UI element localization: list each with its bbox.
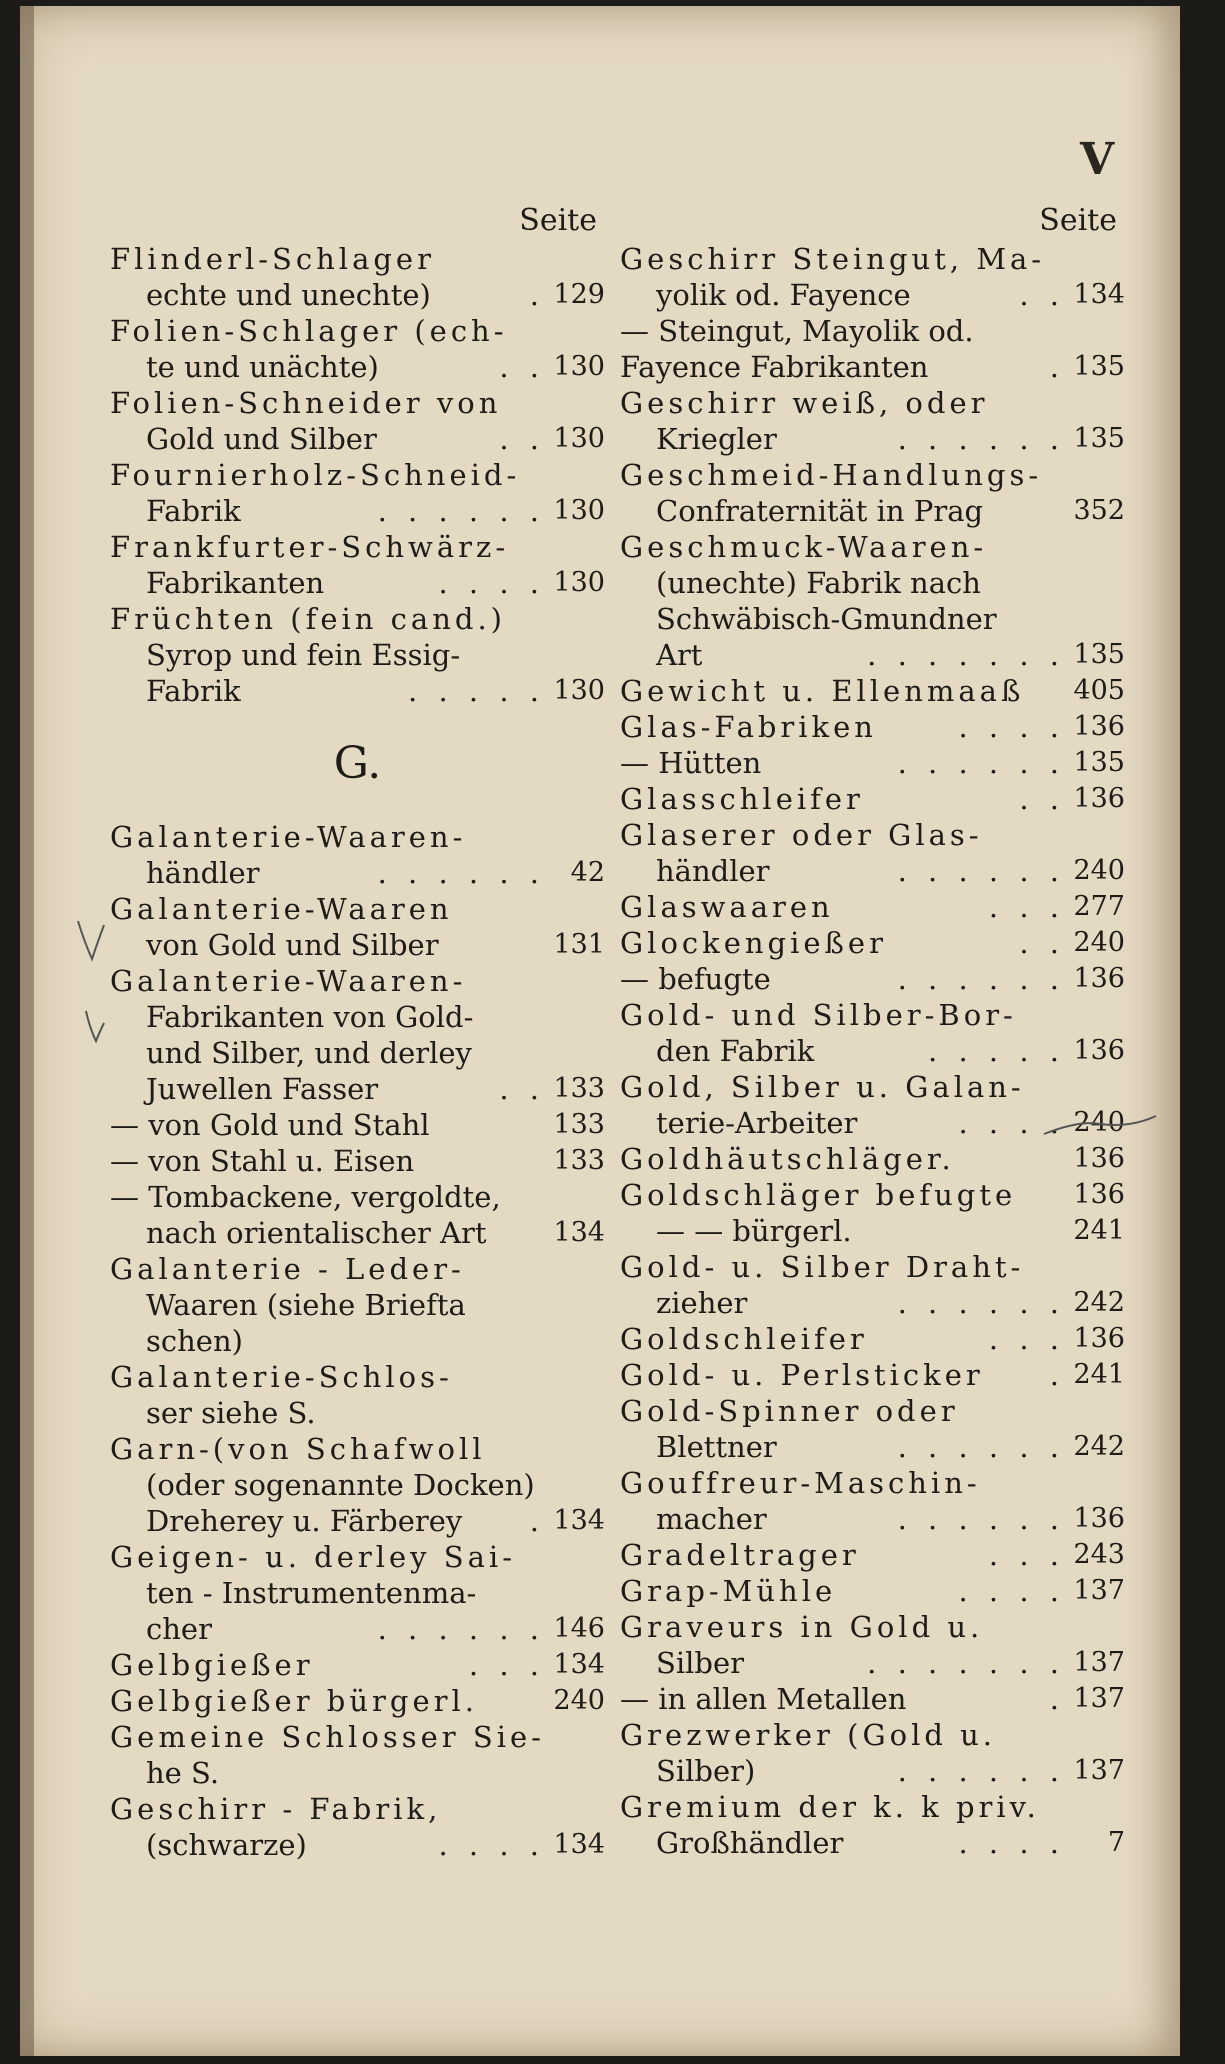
page-number: 134 bbox=[553, 1829, 605, 1860]
leader-dots: . . . . . . bbox=[897, 962, 1065, 996]
index-column-left bbox=[110, 201, 605, 1863]
page-number: 130 bbox=[553, 423, 605, 454]
index-entry-line bbox=[620, 817, 1125, 853]
page-number: 134 bbox=[553, 1505, 605, 1536]
page-number: 137 bbox=[1073, 1683, 1125, 1714]
entry-text: Geschirr - Fabrik, bbox=[110, 1792, 442, 1826]
page-gutter bbox=[20, 6, 34, 2056]
leader-dots: . . . . . . bbox=[897, 854, 1065, 888]
index-entry-line bbox=[620, 601, 1125, 637]
entry-text: Gold- und Silber-Bor- bbox=[620, 998, 1017, 1032]
entry-text: Geschmeid-Handlungs- bbox=[620, 458, 1043, 492]
index-entry-line bbox=[110, 1287, 605, 1323]
entry-text: Goldschleifer bbox=[620, 1322, 868, 1356]
entry-text: von Gold und Silber bbox=[146, 928, 439, 962]
index-entry-line bbox=[620, 493, 1125, 529]
entry-text: te und unächte) bbox=[146, 350, 379, 384]
index-entry-line bbox=[110, 1431, 605, 1467]
leader-dots: . . . . . . bbox=[377, 856, 545, 890]
index-entry-line bbox=[620, 1537, 1125, 1573]
index-entry-line bbox=[620, 1753, 1125, 1789]
leader-dots: . . bbox=[499, 422, 545, 456]
leader-dots: . bbox=[1049, 1682, 1065, 1716]
entry-text: Gemeine Schlosser Sie- bbox=[110, 1720, 545, 1754]
leader-dots: . . . . . . . bbox=[867, 1646, 1065, 1680]
page-number: 135 bbox=[1073, 639, 1125, 670]
leader-dots: . . . . bbox=[958, 1106, 1065, 1140]
entry-text: Galanterie-Waaren- bbox=[110, 820, 467, 854]
entry-text: zieher bbox=[656, 1286, 748, 1320]
entry-text: händler bbox=[146, 856, 260, 890]
page-folio: V bbox=[1080, 134, 1115, 185]
entry-text: Galanterie-Waaren bbox=[110, 892, 453, 926]
index-entry-line bbox=[110, 1791, 605, 1827]
entry-text: Glas-Fabriken bbox=[620, 710, 877, 744]
entry-text: Folien-Schneider von bbox=[110, 386, 502, 420]
index-entry-line bbox=[620, 1501, 1125, 1537]
page-number: 136 bbox=[1073, 711, 1125, 742]
entry-text: Graveurs in Gold u. bbox=[620, 1610, 984, 1644]
page-number: 131 bbox=[553, 929, 605, 960]
page-number: 130 bbox=[553, 675, 605, 706]
page-number: 130 bbox=[553, 351, 605, 382]
leader-dots: . . bbox=[1019, 782, 1065, 816]
index-entry-line bbox=[110, 1143, 605, 1179]
entry-text: Glasschleifer bbox=[620, 782, 864, 816]
entry-text: Silber) bbox=[656, 1754, 756, 1788]
index-entry-line bbox=[110, 385, 605, 421]
entry-text: Fabrik bbox=[146, 494, 241, 528]
entry-text: ten - Instrumentenma- bbox=[146, 1576, 477, 1610]
leader-dots: . . . . . bbox=[928, 1034, 1065, 1068]
entry-text: Gradeltrager bbox=[620, 1538, 860, 1572]
index-entry-line bbox=[620, 1645, 1125, 1681]
index-entry-line bbox=[110, 1359, 605, 1395]
pen-check-marks bbox=[70, 911, 130, 1071]
entry-text: — von Stahl u. Eisen bbox=[110, 1144, 415, 1178]
leader-dots: . bbox=[529, 278, 545, 312]
entry-text: Fayence Fabrikanten bbox=[620, 350, 929, 384]
leader-dots: . . . . . . bbox=[897, 1754, 1065, 1788]
page-number: 135 bbox=[1073, 351, 1125, 382]
page-number: 135 bbox=[1073, 747, 1125, 778]
index-entry-line bbox=[110, 1755, 605, 1791]
index-entry-line bbox=[110, 1575, 605, 1611]
index-entry-line bbox=[110, 637, 605, 673]
page-number: 240 bbox=[1073, 1107, 1125, 1138]
entry-text: ser siehe S. bbox=[146, 1396, 316, 1430]
entry-text: händler bbox=[656, 854, 770, 888]
page-number: 240 bbox=[553, 1685, 605, 1716]
entry-text: terie-Arbeiter bbox=[656, 1106, 858, 1140]
entry-text: Grezwerker (Gold u. bbox=[620, 1718, 997, 1752]
entry-text: Galanterie - Leder- bbox=[110, 1252, 465, 1286]
entry-text: Galanterie-Schlos- bbox=[110, 1360, 453, 1394]
index-entry-line bbox=[620, 1033, 1125, 1069]
index-entry-line bbox=[110, 277, 605, 313]
entry-text: cher bbox=[146, 1612, 212, 1646]
index-entry-line bbox=[620, 457, 1125, 493]
index-entry-line bbox=[620, 853, 1125, 889]
entry-text: Gold und Silber bbox=[146, 422, 377, 456]
index-entry-line bbox=[620, 1249, 1125, 1285]
column-header: Seite bbox=[1039, 203, 1117, 238]
page-number: 241 bbox=[1073, 1359, 1125, 1390]
index-entry-line bbox=[620, 565, 1125, 601]
entry-text: Geschirr weiß, oder bbox=[620, 386, 989, 420]
index-entry-line bbox=[620, 961, 1125, 997]
index-entry-line bbox=[110, 1611, 605, 1647]
entry-text: Glockengießer bbox=[620, 926, 887, 960]
entry-text: Gelbgießer bürgerl. bbox=[110, 1684, 478, 1718]
page-number: 277 bbox=[1073, 891, 1125, 922]
index-entry-line bbox=[620, 745, 1125, 781]
entry-text: Fabrikanten von Gold- bbox=[146, 1000, 474, 1034]
index-entry-line bbox=[620, 1141, 1125, 1177]
leader-dots: . . . . . . . bbox=[867, 638, 1065, 672]
index-entry-line bbox=[110, 529, 605, 565]
leader-dots: . . . . . . bbox=[377, 1612, 545, 1646]
page-number: 134 bbox=[553, 1649, 605, 1680]
index-entry-line bbox=[110, 819, 605, 855]
entry-text: — Hütten bbox=[620, 746, 762, 780]
leader-dots: . . . bbox=[988, 1538, 1065, 1572]
page-number: 134 bbox=[1073, 279, 1125, 310]
index-entry-line bbox=[110, 1503, 605, 1539]
entry-text: Gold- u. Silber Draht- bbox=[620, 1250, 1025, 1284]
leader-dots: . bbox=[1049, 350, 1065, 384]
entry-text: Fournierholz-Schneid- bbox=[110, 458, 521, 492]
page-number: 137 bbox=[1073, 1575, 1125, 1606]
entry-text: Frankfurter-Schwärz- bbox=[110, 530, 510, 564]
entry-text: Syrop und fein Essig- bbox=[146, 638, 461, 672]
entry-text: Gremium der k. k priv. bbox=[620, 1790, 1040, 1824]
page-number: 136 bbox=[1073, 1035, 1125, 1066]
page-number: 136 bbox=[1073, 963, 1125, 994]
index-entry-line bbox=[620, 1177, 1125, 1213]
index-entry-line bbox=[110, 349, 605, 385]
index-entry-line bbox=[110, 891, 605, 927]
page-number: 133 bbox=[553, 1145, 605, 1176]
index-entry-line bbox=[110, 1179, 605, 1215]
page-number: 133 bbox=[553, 1109, 605, 1140]
index-entry-line bbox=[110, 1719, 605, 1755]
page-number: 241 bbox=[1073, 1215, 1125, 1246]
index-entry-line bbox=[110, 493, 605, 529]
leader-dots: . . . . . . bbox=[897, 1430, 1065, 1464]
entry-text: Geigen- u. derley Sai- bbox=[110, 1540, 516, 1574]
entry-text: Flinderl-Schlager bbox=[110, 242, 435, 276]
entry-text: Geschirr Steingut, Ma- bbox=[620, 242, 1046, 276]
index-lines bbox=[110, 241, 605, 1863]
index-entry-line bbox=[620, 1825, 1125, 1861]
entry-text: Confraternität in Prag bbox=[656, 494, 984, 528]
entry-text: Goldhäutschläger. bbox=[620, 1142, 955, 1176]
entry-text: Juwellen Fasser bbox=[146, 1072, 379, 1106]
index-entry-line bbox=[110, 927, 605, 963]
entry-text: Glaswaaren bbox=[620, 890, 834, 924]
index-entry-line bbox=[110, 1683, 605, 1719]
index-entry-line bbox=[620, 1681, 1125, 1717]
book-page bbox=[20, 6, 1180, 2056]
entry-text: Kriegler bbox=[656, 422, 777, 456]
index-entry-line bbox=[620, 889, 1125, 925]
page-number: 133 bbox=[553, 1073, 605, 1104]
page-number: 242 bbox=[1073, 1287, 1125, 1318]
entry-text: Früchten (fein cand.) bbox=[110, 602, 506, 636]
index-entry-line bbox=[110, 963, 605, 999]
column-header: Seite bbox=[519, 203, 597, 238]
entry-text: (schwarze) bbox=[146, 1828, 307, 1862]
entry-text: Galanterie-Waaren- bbox=[110, 964, 467, 998]
entry-text: — — bürgerl. bbox=[656, 1214, 852, 1248]
page-number: 136 bbox=[1073, 1179, 1125, 1210]
index-entry-line bbox=[620, 1069, 1125, 1105]
page-number: 136 bbox=[1073, 1143, 1125, 1174]
page-number: 135 bbox=[1073, 423, 1125, 454]
index-entry-line bbox=[110, 1251, 605, 1287]
index-entry-line bbox=[620, 1717, 1125, 1753]
index-entry-line bbox=[110, 1107, 605, 1143]
index-entry-line bbox=[620, 1789, 1125, 1825]
page-number: 7 bbox=[1107, 1827, 1125, 1858]
index-entry-line bbox=[110, 313, 605, 349]
entry-text: Schwäbisch-Gmundner bbox=[656, 602, 997, 636]
page-number: 134 bbox=[553, 1217, 605, 1248]
entry-text: Gold-Spinner oder bbox=[620, 1394, 959, 1428]
entry-text: Goldschläger befugte bbox=[620, 1178, 1017, 1212]
page-number: 137 bbox=[1073, 1647, 1125, 1678]
entry-text: he S. bbox=[146, 1756, 220, 1790]
index-entry-line bbox=[110, 565, 605, 601]
leader-dots: . . . . . . bbox=[897, 1502, 1065, 1536]
entry-text: — Steingut, Mayolik od. bbox=[620, 314, 974, 348]
page-number: 129 bbox=[553, 279, 605, 310]
index-entry-line bbox=[620, 673, 1125, 709]
page-number: 136 bbox=[1073, 1323, 1125, 1354]
index-entry-line bbox=[620, 637, 1125, 673]
index-entry-line bbox=[620, 529, 1125, 565]
entry-text: und Silber, und derley bbox=[146, 1036, 472, 1070]
index-entry-line bbox=[620, 385, 1125, 421]
page-number: 136 bbox=[1073, 1503, 1125, 1534]
index-entry-line bbox=[620, 349, 1125, 385]
page-number: 137 bbox=[1073, 1755, 1125, 1786]
entry-text: — in allen Metallen bbox=[620, 1682, 907, 1716]
entry-text: Blettner bbox=[656, 1430, 777, 1464]
index-entry-line bbox=[620, 1357, 1125, 1393]
index-entry-line bbox=[110, 1323, 605, 1359]
index-entry-line bbox=[110, 673, 605, 709]
index-entry-line bbox=[620, 277, 1125, 313]
entry-text: Gold- u. Perlsticker bbox=[620, 1358, 984, 1392]
entry-text: Fabrikanten bbox=[146, 566, 325, 600]
index-entry-line bbox=[110, 1035, 605, 1071]
entry-text: Waaren (siehe Briefta bbox=[146, 1288, 466, 1322]
page-number: 42 bbox=[570, 857, 605, 888]
entry-text: Gold, Silber u. Galan- bbox=[620, 1070, 1025, 1104]
index-entry-line bbox=[110, 855, 605, 891]
leader-dots: . . . . bbox=[438, 1828, 545, 1862]
page-number: 136 bbox=[1073, 783, 1125, 814]
leader-dots: . . . . . bbox=[408, 674, 545, 708]
entry-text: Gewicht u. Ellenmaaß bbox=[620, 674, 1025, 708]
index-entry-line bbox=[110, 241, 605, 277]
entry-text: Fabrik bbox=[146, 674, 241, 708]
entry-text: Glaserer oder Glas- bbox=[620, 818, 983, 852]
leader-dots: . bbox=[1049, 1358, 1065, 1392]
entry-text: Grap-Mühle bbox=[620, 1574, 837, 1608]
index-entry-line bbox=[620, 313, 1125, 349]
leader-dots: . . . . bbox=[958, 1826, 1065, 1860]
page-number: 130 bbox=[553, 495, 605, 526]
entry-text: — befugte bbox=[620, 962, 771, 996]
entry-text: — von Gold und Stahl bbox=[110, 1108, 430, 1142]
index-entry-line bbox=[110, 1539, 605, 1575]
entry-text: Geschmuck-Waaren- bbox=[620, 530, 988, 564]
index-entry-line bbox=[620, 1609, 1125, 1645]
entry-text: Großhändler bbox=[656, 1826, 844, 1860]
section-letter: G. bbox=[333, 738, 382, 789]
leader-dots: . . . bbox=[468, 1648, 545, 1682]
entry-text: Gouffreur-Maschin- bbox=[620, 1466, 981, 1500]
leader-dots: . . bbox=[1019, 278, 1065, 312]
page-number: 240 bbox=[1073, 927, 1125, 958]
page-number: 243 bbox=[1073, 1539, 1125, 1570]
entry-text: Folien-Schlager (ech- bbox=[110, 314, 508, 348]
entry-text: yolik od. Fayence bbox=[656, 278, 911, 312]
index-entry-line bbox=[620, 925, 1125, 961]
entry-text: macher bbox=[656, 1502, 767, 1536]
leader-dots: . . . . bbox=[958, 1574, 1065, 1608]
index-entry-line bbox=[110, 1827, 605, 1863]
index-entry-line bbox=[620, 1465, 1125, 1501]
page-number: 405 bbox=[1073, 675, 1125, 706]
index-entry-line bbox=[620, 421, 1125, 457]
page-number: 130 bbox=[553, 567, 605, 598]
index-lines bbox=[620, 241, 1125, 1861]
index-entry-line bbox=[110, 1215, 605, 1251]
entry-text: — Tombackene, vergoldte, bbox=[110, 1180, 501, 1214]
leader-dots: . . . bbox=[988, 890, 1065, 924]
index-entry-line bbox=[110, 1647, 605, 1683]
entry-text: echte und unechte) bbox=[146, 278, 431, 312]
entry-text: Art bbox=[656, 638, 703, 672]
index-entry-line bbox=[620, 709, 1125, 745]
leader-dots: . . bbox=[1019, 926, 1065, 960]
page-number: 242 bbox=[1073, 1431, 1125, 1462]
entry-text: schen) bbox=[146, 1324, 243, 1358]
pen-stroke-mark bbox=[1040, 1106, 1160, 1146]
entry-text: Gelbgießer bbox=[110, 1648, 314, 1682]
leader-dots: . . bbox=[499, 350, 545, 384]
leader-dots: . . . . . . bbox=[897, 746, 1065, 780]
index-entry-line bbox=[620, 1213, 1125, 1249]
index-entry-line bbox=[110, 1071, 605, 1107]
page-number: 352 bbox=[1073, 495, 1125, 526]
index-entry-line bbox=[620, 1321, 1125, 1357]
index-entry-line bbox=[110, 1467, 605, 1503]
leader-dots: . . . . bbox=[438, 566, 545, 600]
index-entry-line bbox=[110, 999, 605, 1035]
leader-dots: . . . . . . bbox=[377, 494, 545, 528]
entry-text: (oder sogenannte Docken) bbox=[146, 1468, 535, 1502]
entry-text: Garn-(von Schafwoll bbox=[110, 1432, 486, 1466]
leader-dots: . . . bbox=[988, 1322, 1065, 1356]
page-number: 240 bbox=[1073, 855, 1125, 886]
index-entry-line bbox=[110, 1395, 605, 1431]
leader-dots: . . . . bbox=[958, 710, 1065, 744]
leader-dots: . . bbox=[499, 1072, 545, 1106]
index-column-right bbox=[620, 201, 1125, 1861]
entry-text: nach orientalischer Art bbox=[146, 1216, 487, 1250]
index-entry-line bbox=[110, 421, 605, 457]
page-number: 146 bbox=[553, 1613, 605, 1644]
index-entry-line bbox=[620, 997, 1125, 1033]
index-entry-line bbox=[110, 457, 605, 493]
index-entry-line bbox=[620, 1285, 1125, 1321]
leader-dots: . . . . . . bbox=[897, 422, 1065, 456]
entry-text: Dreherey u. Färberey bbox=[146, 1504, 463, 1538]
entry-text: Silber bbox=[656, 1646, 745, 1680]
index-entry-line bbox=[110, 601, 605, 637]
entry-text: den Fabrik bbox=[656, 1034, 815, 1068]
index-entry-line bbox=[620, 1393, 1125, 1429]
index-entry-line bbox=[620, 241, 1125, 277]
index-entry-line bbox=[620, 781, 1125, 817]
index-entry-line bbox=[620, 1573, 1125, 1609]
index-entry-line bbox=[620, 1429, 1125, 1465]
leader-dots: . bbox=[529, 1504, 545, 1538]
leader-dots: . . . . . . bbox=[897, 1286, 1065, 1320]
entry-text: (unechte) Fabrik nach bbox=[656, 566, 981, 600]
